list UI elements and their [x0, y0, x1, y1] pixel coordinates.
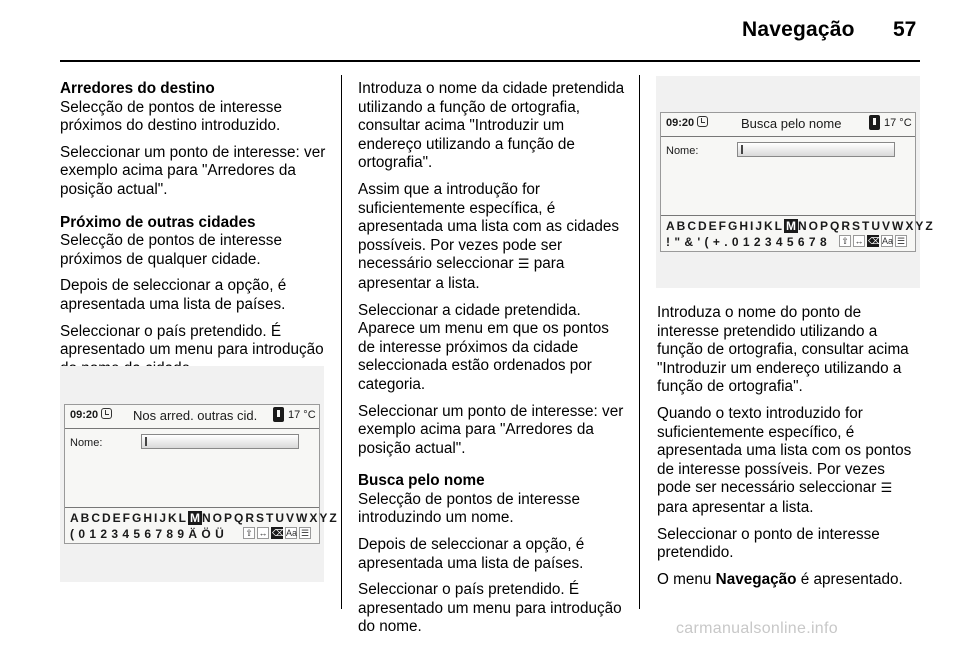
- paragraph-text: é apresentado.: [800, 570, 903, 588]
- paragraph-text: para apresentar a lista.: [358, 255, 565, 292]
- selected-letter-key[interactable]: M: [786, 219, 797, 233]
- paragraph: Depois de seleccionar a opção, é apresentada uma lista de países.: [60, 277, 287, 313]
- navigation-display: [64, 404, 339, 544]
- letters-n-z[interactable]: NOPQRSTUVWXYZ: [798, 219, 935, 233]
- keyboard-row-letters[interactable]: [666, 219, 935, 233]
- paragraph: Seleccionar um ponto de interesse: ver exemplo acima para "Arredores da posição actual".: [60, 143, 326, 198]
- paragraph: Seleccionar a cidade pretendida. Aparece um menu em que os pontos de interesse próximos da cidade seleccionada estão ordenados por categoria.: [358, 301, 609, 393]
- paragraph-text: para apresentar a lista.: [657, 498, 814, 516]
- shift-key-icon[interactable]: ⇧: [243, 527, 255, 539]
- keyboard-row-symbols[interactable]: ( 0 1 2 3 4 5 6 7 8 9 Ä Ö Ü: [70, 527, 225, 541]
- paragraph-text: O menu: [657, 570, 712, 588]
- name-input[interactable]: [737, 142, 895, 157]
- temperature: 17 °C: [288, 409, 316, 421]
- list-key-icon[interactable]: ☰: [896, 236, 906, 246]
- letters-a-l[interactable]: ABCDEFGHIJKL: [666, 219, 785, 233]
- keyboard-row-symbols[interactable]: ! " & ' ( + . 0 1 2 3 4 5 6 7 8: [666, 235, 828, 249]
- paragraph: Depois de seleccionar a opção, é apresentada uma lista de países.: [358, 536, 585, 572]
- column-divider: [639, 75, 640, 609]
- header-rule: [60, 60, 920, 62]
- list-icon: ☰: [517, 257, 530, 273]
- paragraph: Selecção de pontos de interesse próximos de qualquer cidade.: [60, 232, 282, 268]
- paragraph: Seleccionar o país pretendido. É apresentado um menu para introdução do nome.: [358, 581, 622, 636]
- paragraph: [358, 181, 630, 294]
- paragraph: Selecção de pontos de interesse próximos do destino introduzido.: [60, 98, 282, 135]
- cursor-move-key-icon[interactable]: ↔: [854, 236, 864, 246]
- clock-time: 09:20: [666, 117, 695, 129]
- paragraph: Introduza o nome da cidade pretendida utilizando a função de ortografia, consultar acima "Introduzir um endereço utilizando a função de ortografia".: [358, 80, 625, 172]
- name-label: Nome:: [666, 145, 699, 157]
- page-number: 57: [893, 18, 917, 41]
- divider: [661, 215, 915, 216]
- status-bar: [65, 405, 319, 427]
- thermometer-icon: [869, 115, 880, 130]
- list-icon: ☰: [880, 481, 893, 497]
- divider: [661, 136, 915, 137]
- special-keys: [243, 527, 311, 539]
- column-2: [358, 80, 630, 645]
- paragraph: Selecção de pontos de interesse introduzindo um nome.: [358, 490, 580, 527]
- paragraph: Seleccionar o país pretendido. É apresentado um menu para introdução: [60, 322, 324, 359]
- status-bar: [661, 113, 915, 135]
- case-toggle-key[interactable]: Aa: [286, 528, 298, 538]
- clock-icon: [697, 116, 708, 127]
- special-keys: [839, 235, 907, 247]
- selected-letter-key[interactable]: M: [190, 511, 201, 525]
- paragraph: Introduza o nome do ponto de interesse pretendido utilizando a função de ortografia, consultar acima "Introduzir um endereço utilizando a função de ortografia".: [657, 304, 909, 396]
- keyboard-row-letters[interactable]: [70, 511, 339, 525]
- clock-icon: [101, 408, 112, 419]
- letters-a-l[interactable]: ABCDEFGHIJKL: [70, 511, 189, 525]
- section-heading: Próximo de outras cidades: [60, 213, 256, 231]
- navigation-display: [660, 112, 935, 252]
- column-divider: [341, 75, 342, 609]
- screen-title: Busca pelo nome: [741, 116, 842, 131]
- text-caret: [741, 145, 743, 154]
- screen-image-search-by-name: [656, 76, 935, 288]
- paragraph: [657, 571, 922, 590]
- page-header-title: Navegação: [742, 18, 855, 41]
- paragraph-text: Quando o texto introduzido for suficientemente específico, é apresentada uma lista com os pontos de interesse possíveis. Por vezes pode ser necessário seleccionar: [657, 404, 912, 497]
- screen-title: Nos arred. outras cid.: [133, 408, 258, 423]
- backspace-key-icon[interactable]: ⌫: [272, 528, 285, 538]
- backspace-key-icon[interactable]: ⌫: [868, 236, 881, 246]
- menu-name: Navegação: [715, 570, 797, 588]
- name-input[interactable]: [141, 434, 299, 449]
- text-caret: [145, 437, 147, 446]
- clock-time: 09:20: [70, 409, 99, 421]
- paragraph: Seleccionar um ponto de interesse: ver exemplo acima para "Arredores da posição actual".: [358, 402, 624, 457]
- paragraph: Seleccionar o ponto de interesse pretendido.: [657, 525, 880, 562]
- thermometer-icon: [273, 407, 284, 422]
- divider: [65, 507, 319, 508]
- divider: [65, 428, 319, 429]
- column-1: [60, 80, 332, 386]
- name-label: Nome:: [70, 437, 103, 449]
- letters-n-z[interactable]: NOPQRSTUVWXYZ: [202, 511, 339, 525]
- case-toggle-key[interactable]: Aa: [882, 236, 894, 246]
- column-3: [657, 304, 922, 597]
- paragraph: [657, 405, 922, 518]
- watermark: carmanualsonline.info: [676, 620, 838, 637]
- temperature: 17 °C: [884, 117, 912, 129]
- cursor-move-key-icon[interactable]: ↔: [258, 528, 268, 538]
- paragraph-text: Assim que a introdução for suficientemente específica, é apresentada uma lista com as cidades possíveis. Por vezes pode ser necessário seleccionar: [358, 180, 620, 273]
- screen-image-nearby-cities: [60, 366, 339, 582]
- section-heading: Arredores do destino: [60, 80, 215, 97]
- section-heading: Busca pelo nome: [358, 472, 485, 490]
- list-key-icon[interactable]: ☰: [300, 528, 310, 538]
- shift-key-icon[interactable]: ⇧: [839, 235, 851, 247]
